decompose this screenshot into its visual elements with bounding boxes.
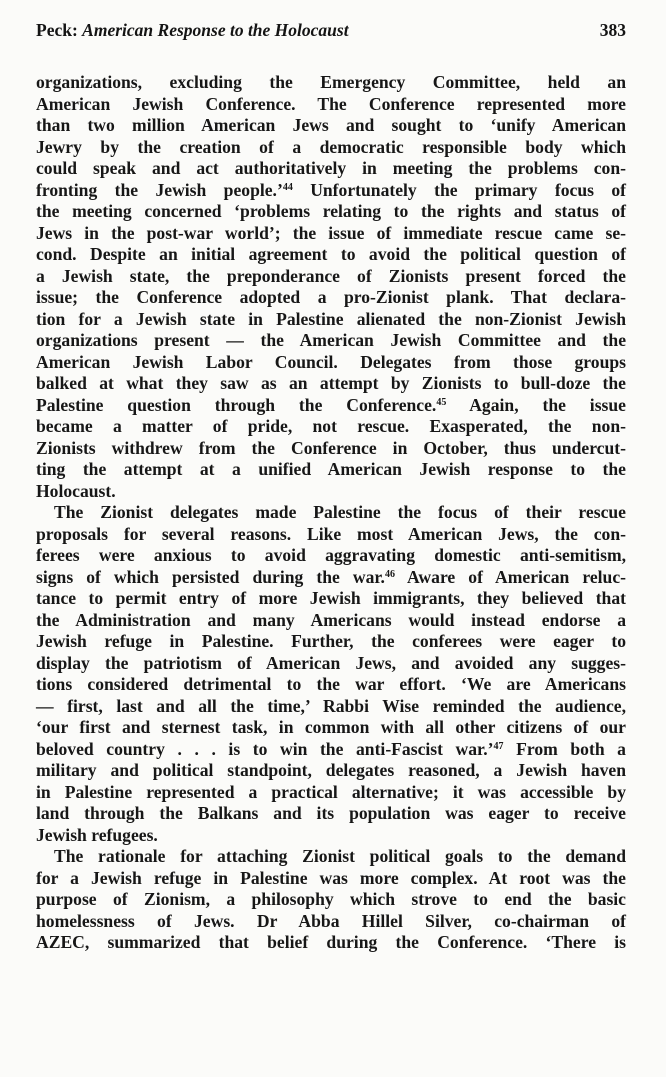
text-line: land through the Balkans and its population was eager to receive [36, 803, 626, 823]
text-line [36, 739, 626, 761]
text-line [36, 180, 626, 202]
header-author: Peck: [36, 20, 83, 40]
text-line: Zionists withdrew from the Conference in October, thus undercut- [36, 437, 626, 458]
text-line: organizations, excluding the Emergency Committee, held an [36, 72, 626, 92]
text-line: a Jewish state, the preponderance of Zionists present forced the [36, 265, 626, 286]
text-line: the Administration and many Americans would instead endorse a [36, 609, 626, 630]
page-number: 383 [599, 20, 626, 40]
text-line: Holocaust. [36, 480, 116, 501]
text-line: AZEC, summarized that belief during the Conference. ‘There is [36, 932, 626, 952]
footnote-ref-47: 47 [493, 740, 504, 752]
text-segment: From both a [503, 738, 626, 759]
text-line: Jewish refugees. [36, 824, 158, 845]
footnote-ref-44: 44 [282, 181, 293, 193]
running-header [36, 20, 626, 46]
text-segment: Aware of American reluc- [394, 566, 626, 587]
text-segment: Again, the issue [446, 394, 626, 415]
text-segment: Unfortunately the primary focus of [292, 179, 626, 200]
text-line: organizations present — the American Jewish Committee and the [36, 330, 626, 350]
text-line: ferees were anxious to avoid aggravating domestic anti-semitism, [36, 545, 626, 565]
paragraph-1 [36, 72, 626, 502]
text-line: American Jewish Conference. The Conference represented more [36, 93, 626, 114]
text-line: purpose of Zionism, a philosophy which strove to end the basic [36, 889, 626, 909]
text-line: the meeting concerned ‘problems relating to the rights and status of [36, 201, 626, 221]
footnote-ref-45: 45 [436, 396, 447, 408]
text-line: for a Jewish refuge in Palestine was more complex. At root was the [36, 867, 626, 888]
text-segment: signs of which persisted during the war. [36, 566, 385, 587]
text-line: tions considered detrimental to the war effort. ‘We are Americans [36, 674, 626, 694]
text-line: proposals for several reasons. Like most American Jews, the con- [36, 523, 626, 544]
text-segment: beloved country . . . is to win the anti-Fascist war.’ [36, 738, 494, 759]
text-line: ting the attempt at a unified American Jewish response to the [36, 459, 626, 479]
paragraph-3 [36, 846, 626, 954]
text-line: American Jewish Labor Council. Delegates from those groups [36, 351, 626, 372]
text-line: display the patriotism of American Jews, and avoided any sugges- [36, 652, 626, 673]
text-line: issue; the Conference adopted a pro-Zionist plank. That declara- [36, 287, 626, 307]
body-text [36, 72, 626, 954]
text-line: cond. Despite an initial agreement to avoid the political question of [36, 244, 626, 264]
text-line: tion for a Jewish state in Palestine alienated the non-Zionist Jewish [36, 308, 626, 329]
text-segment: fronting the Jewish people.’ [36, 179, 283, 200]
text-segment: Palestine question through the Conference. [36, 394, 437, 415]
text-line: Jewry by the creation of a democratic responsible body which [36, 136, 626, 157]
footnote-ref-46: 46 [384, 568, 395, 580]
text-line: balked at what they saw as an attempt by Zionists to bull-doze the [36, 373, 626, 393]
text-line [36, 395, 626, 417]
text-line: became a matter of pride, not rescue. Exasperated, the non- [36, 416, 626, 436]
text-line: Jewish refuge in Palestine. Further, the conferees were eager to [36, 631, 626, 651]
text-line [36, 567, 626, 589]
text-line: than two million American Jews and sought to ‘unify American [36, 115, 626, 135]
text-line: ‘our first and sternest task, in common with all other citizens of our [36, 717, 626, 737]
text-line: — first, last and all the time,’ Rabbi Wise reminded the audience, [36, 695, 626, 716]
text-line: The Zionist delegates made Palestine the focus of their rescue [54, 502, 626, 522]
text-line: The rationale for attaching Zionist political goals to the demand [54, 846, 626, 866]
header-title: American Response to the Holocaust [82, 20, 349, 40]
paragraph-2 [36, 502, 626, 846]
text-line: tance to permit entry of more Jewish immigrants, they believed that [36, 588, 626, 608]
text-line: homelessness of Jews. Dr Abba Hillel Silver, co-chairman of [36, 910, 626, 931]
text-line: could speak and act authoritatively in meeting the problems con- [36, 158, 626, 178]
text-line: military and political standpoint, delegates reasoned, a Jewish haven [36, 760, 626, 780]
text-line: in Palestine represented a practical alternative; it was accessible by [36, 781, 626, 802]
text-line: Jews in the post-war world’; the issue of immediate rescue came se- [36, 222, 626, 243]
